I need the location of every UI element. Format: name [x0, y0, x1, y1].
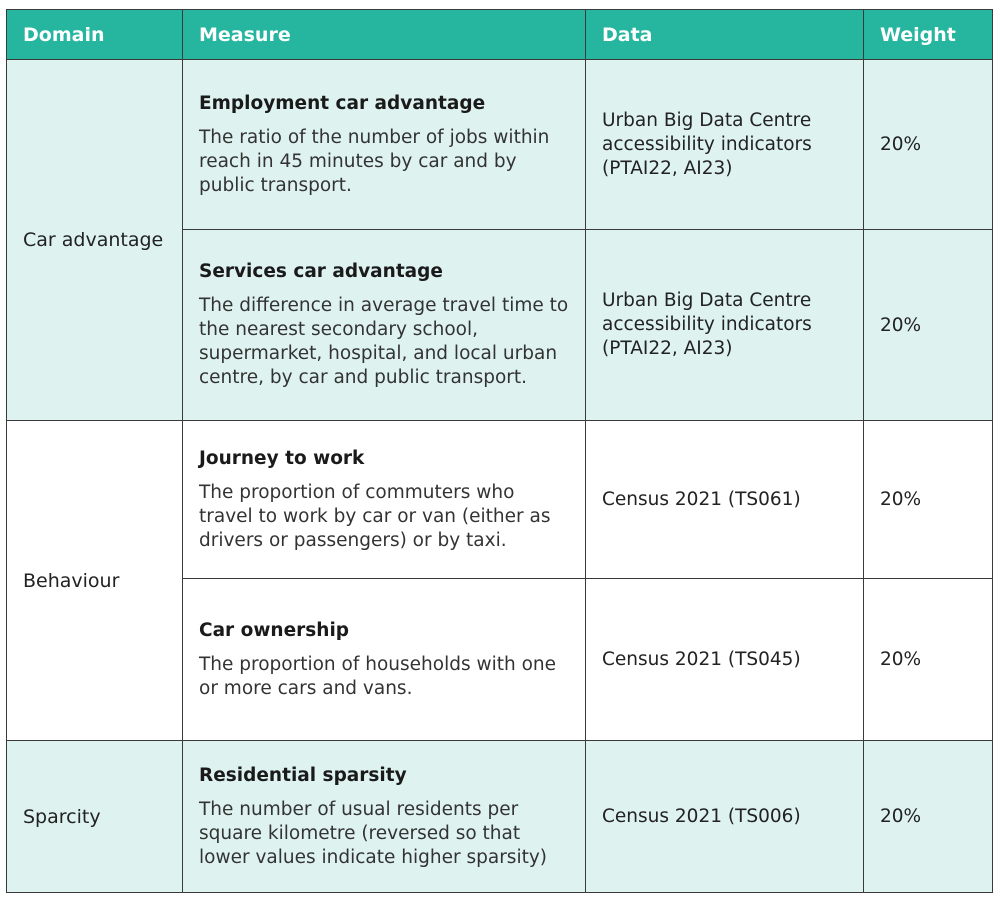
measure-cell: [183, 579, 586, 741]
measure-title: Services car advantage: [199, 261, 443, 282]
weight-cell: 20%: [864, 230, 993, 421]
table-row: [7, 741, 993, 893]
measure-description: The number of usual residents per square kilometre (reversed so that lower values indicate higher sparsity): [199, 798, 548, 868]
header-data: Data: [586, 10, 864, 60]
data-source-cell: Census 2021 (TS061): [586, 421, 864, 579]
header-weight: Weight: [864, 10, 993, 60]
measure-cell: [183, 421, 586, 579]
measure-description: The proportion of commuters who travel to work by car or van (either as drivers or passengers) or by taxi.: [199, 481, 551, 551]
data-source-cell: Census 2021 (TS006): [586, 741, 864, 893]
domain-cell-sparcity: Sparcity: [7, 741, 183, 893]
table-row: [7, 60, 993, 230]
measure-title: Employment car advantage: [199, 92, 486, 114]
weight-cell: 20%: [864, 741, 993, 893]
measures-table: [6, 9, 993, 893]
data-source-cell: Census 2021 (TS045): [586, 579, 864, 741]
header-domain: Domain: [7, 10, 183, 60]
measure-description: The proportion of households with one or more cars and vans.: [199, 653, 557, 699]
weight-cell: 20%: [864, 579, 993, 741]
domain-cell-car-advantage: Car advantage: [7, 60, 183, 421]
measure-cell: [183, 741, 586, 893]
data-source-cell: Urban Big Data Centre accessibility indicators (PTAI22, AI23): [586, 60, 864, 230]
measure-title: Car ownership: [199, 619, 350, 641]
measure-title: Journey to work: [199, 447, 365, 469]
measure-cell: [183, 230, 586, 421]
header-measure: Measure: [183, 10, 586, 60]
measure-description: The ratio of the number of jobs within reach in 45 minutes by car and by public transport.: [199, 126, 550, 196]
data-source-cell: Urban Big Data Centre accessibility indicators (PTAI22, AI23): [586, 230, 864, 421]
weight-cell: 20%: [864, 421, 993, 579]
measure-cell: [183, 60, 586, 230]
header-row: [7, 10, 993, 60]
domain-cell-behaviour: Behaviour: [7, 421, 183, 741]
measure-description: The difference in average travel time to the nearest secondary school, supermarket, hospital, and local urban centre, by car and public transport.: [199, 295, 569, 388]
table-row: [7, 421, 993, 579]
weight-cell: 20%: [864, 60, 993, 230]
measure-title: Residential sparsity: [199, 764, 407, 786]
